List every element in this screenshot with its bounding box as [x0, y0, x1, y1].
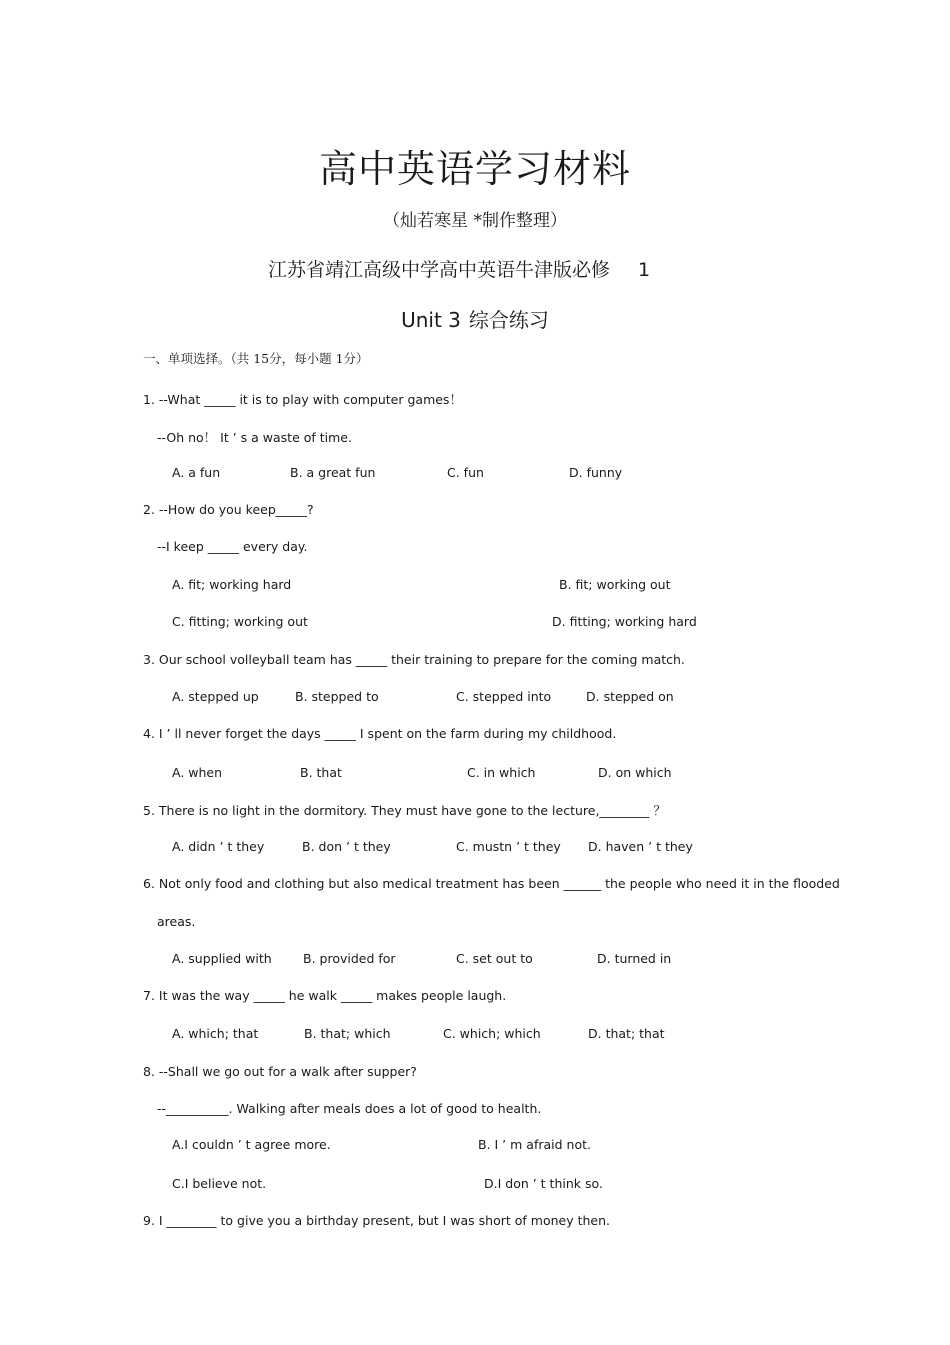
option-b: B. stepped to — [295, 689, 379, 704]
option-c: C.I believe not. — [172, 1176, 267, 1191]
option-a: A. didn ’ t they — [172, 839, 265, 854]
option-d: D. on which — [598, 765, 672, 780]
option-c: C. which; which — [443, 1026, 541, 1041]
option-c: C. set out to — [456, 951, 533, 966]
option-c: C. fun — [447, 465, 484, 480]
option-d: D. stepped on — [586, 689, 674, 704]
document-subtitle: （灿若寒星 *制作整理） — [383, 211, 567, 231]
question-stem: 6. Not only food and clothing but also medical treatment has been ______ the people who need it in the flooded — [143, 876, 840, 891]
option-a: A. which; that — [172, 1026, 259, 1041]
question-stem: 1. --What _____ it is to play with computer games！ — [143, 392, 462, 407]
question-reply: --I keep _____ every day. — [157, 539, 308, 554]
option-b: B. provided for — [303, 951, 396, 966]
option-c: C. mustn ’ t they — [456, 839, 561, 854]
question-stem: 5. There is no light in the dormitory. They must have gone to the lecture,________ ？ — [143, 803, 666, 818]
option-a: A. a fun — [172, 465, 221, 480]
unit-name: 综合练习 — [468, 308, 549, 332]
option-d: D. that; that — [588, 1026, 665, 1041]
question-reply: --Oh no！ It ’ s a waste of time. — [157, 430, 352, 445]
option-a: A.I couldn ’ t agree more. — [172, 1137, 331, 1152]
option-d: D.I don ’ t think so. — [484, 1176, 603, 1191]
option-b: B. fit; working out — [559, 577, 671, 592]
option-a: A. fit; working hard — [172, 577, 292, 592]
option-b: B. that — [300, 765, 342, 780]
heading-text: 江苏省靖江高级中学高中英语牛津版必修 — [268, 259, 611, 281]
option-c: C. fitting; working out — [172, 614, 308, 629]
unit-label: Unit 3 — [401, 308, 461, 332]
option-c: C. stepped into — [456, 689, 552, 704]
heading-number: 1 — [638, 259, 651, 281]
question-stem: 7. It was the way _____ he walk _____ makes people laugh. — [143, 988, 507, 1003]
unit-title — [0, 304, 950, 333]
option-d: D. fitting; working hard — [552, 614, 697, 629]
section-title: 一、单项选择。（共 15分，每小题 1分） — [143, 351, 369, 366]
question-reply: --__________. Walking after meals does a lot of good to health. — [157, 1101, 542, 1116]
question-stem: 3. Our school volleyball team has _____ their training to prepare for the coming match. — [143, 652, 685, 667]
option-d: D. haven ’ t they — [588, 839, 693, 854]
option-a: A. supplied with — [172, 951, 272, 966]
option-a: A. stepped up — [172, 689, 259, 704]
option-d: D. funny — [569, 465, 623, 480]
question-stem-continued: areas. — [157, 914, 196, 929]
document-heading — [268, 255, 650, 282]
document-title: 高中英语学习材料 — [318, 147, 631, 191]
question-stem: 4. I ’ ll never forget the days _____ I spent on the farm during my childhood. — [143, 726, 617, 741]
question-stem: 2. --How do you keep_____? — [143, 502, 314, 517]
option-b: B. don ’ t they — [302, 839, 391, 854]
question-stem: 8. --Shall we go out for a walk after supper? — [143, 1064, 417, 1079]
option-b: B. a great fun — [290, 465, 376, 480]
question-stem: 9. I ________ to give you a birthday present, but I was short of money then. — [143, 1213, 610, 1228]
option-c: C. in which — [467, 765, 536, 780]
option-a: A. when — [172, 765, 223, 780]
option-d: D. turned in — [597, 951, 672, 966]
option-b: B. that; which — [304, 1026, 391, 1041]
option-b: B. I ’ m afraid not. — [478, 1137, 591, 1152]
